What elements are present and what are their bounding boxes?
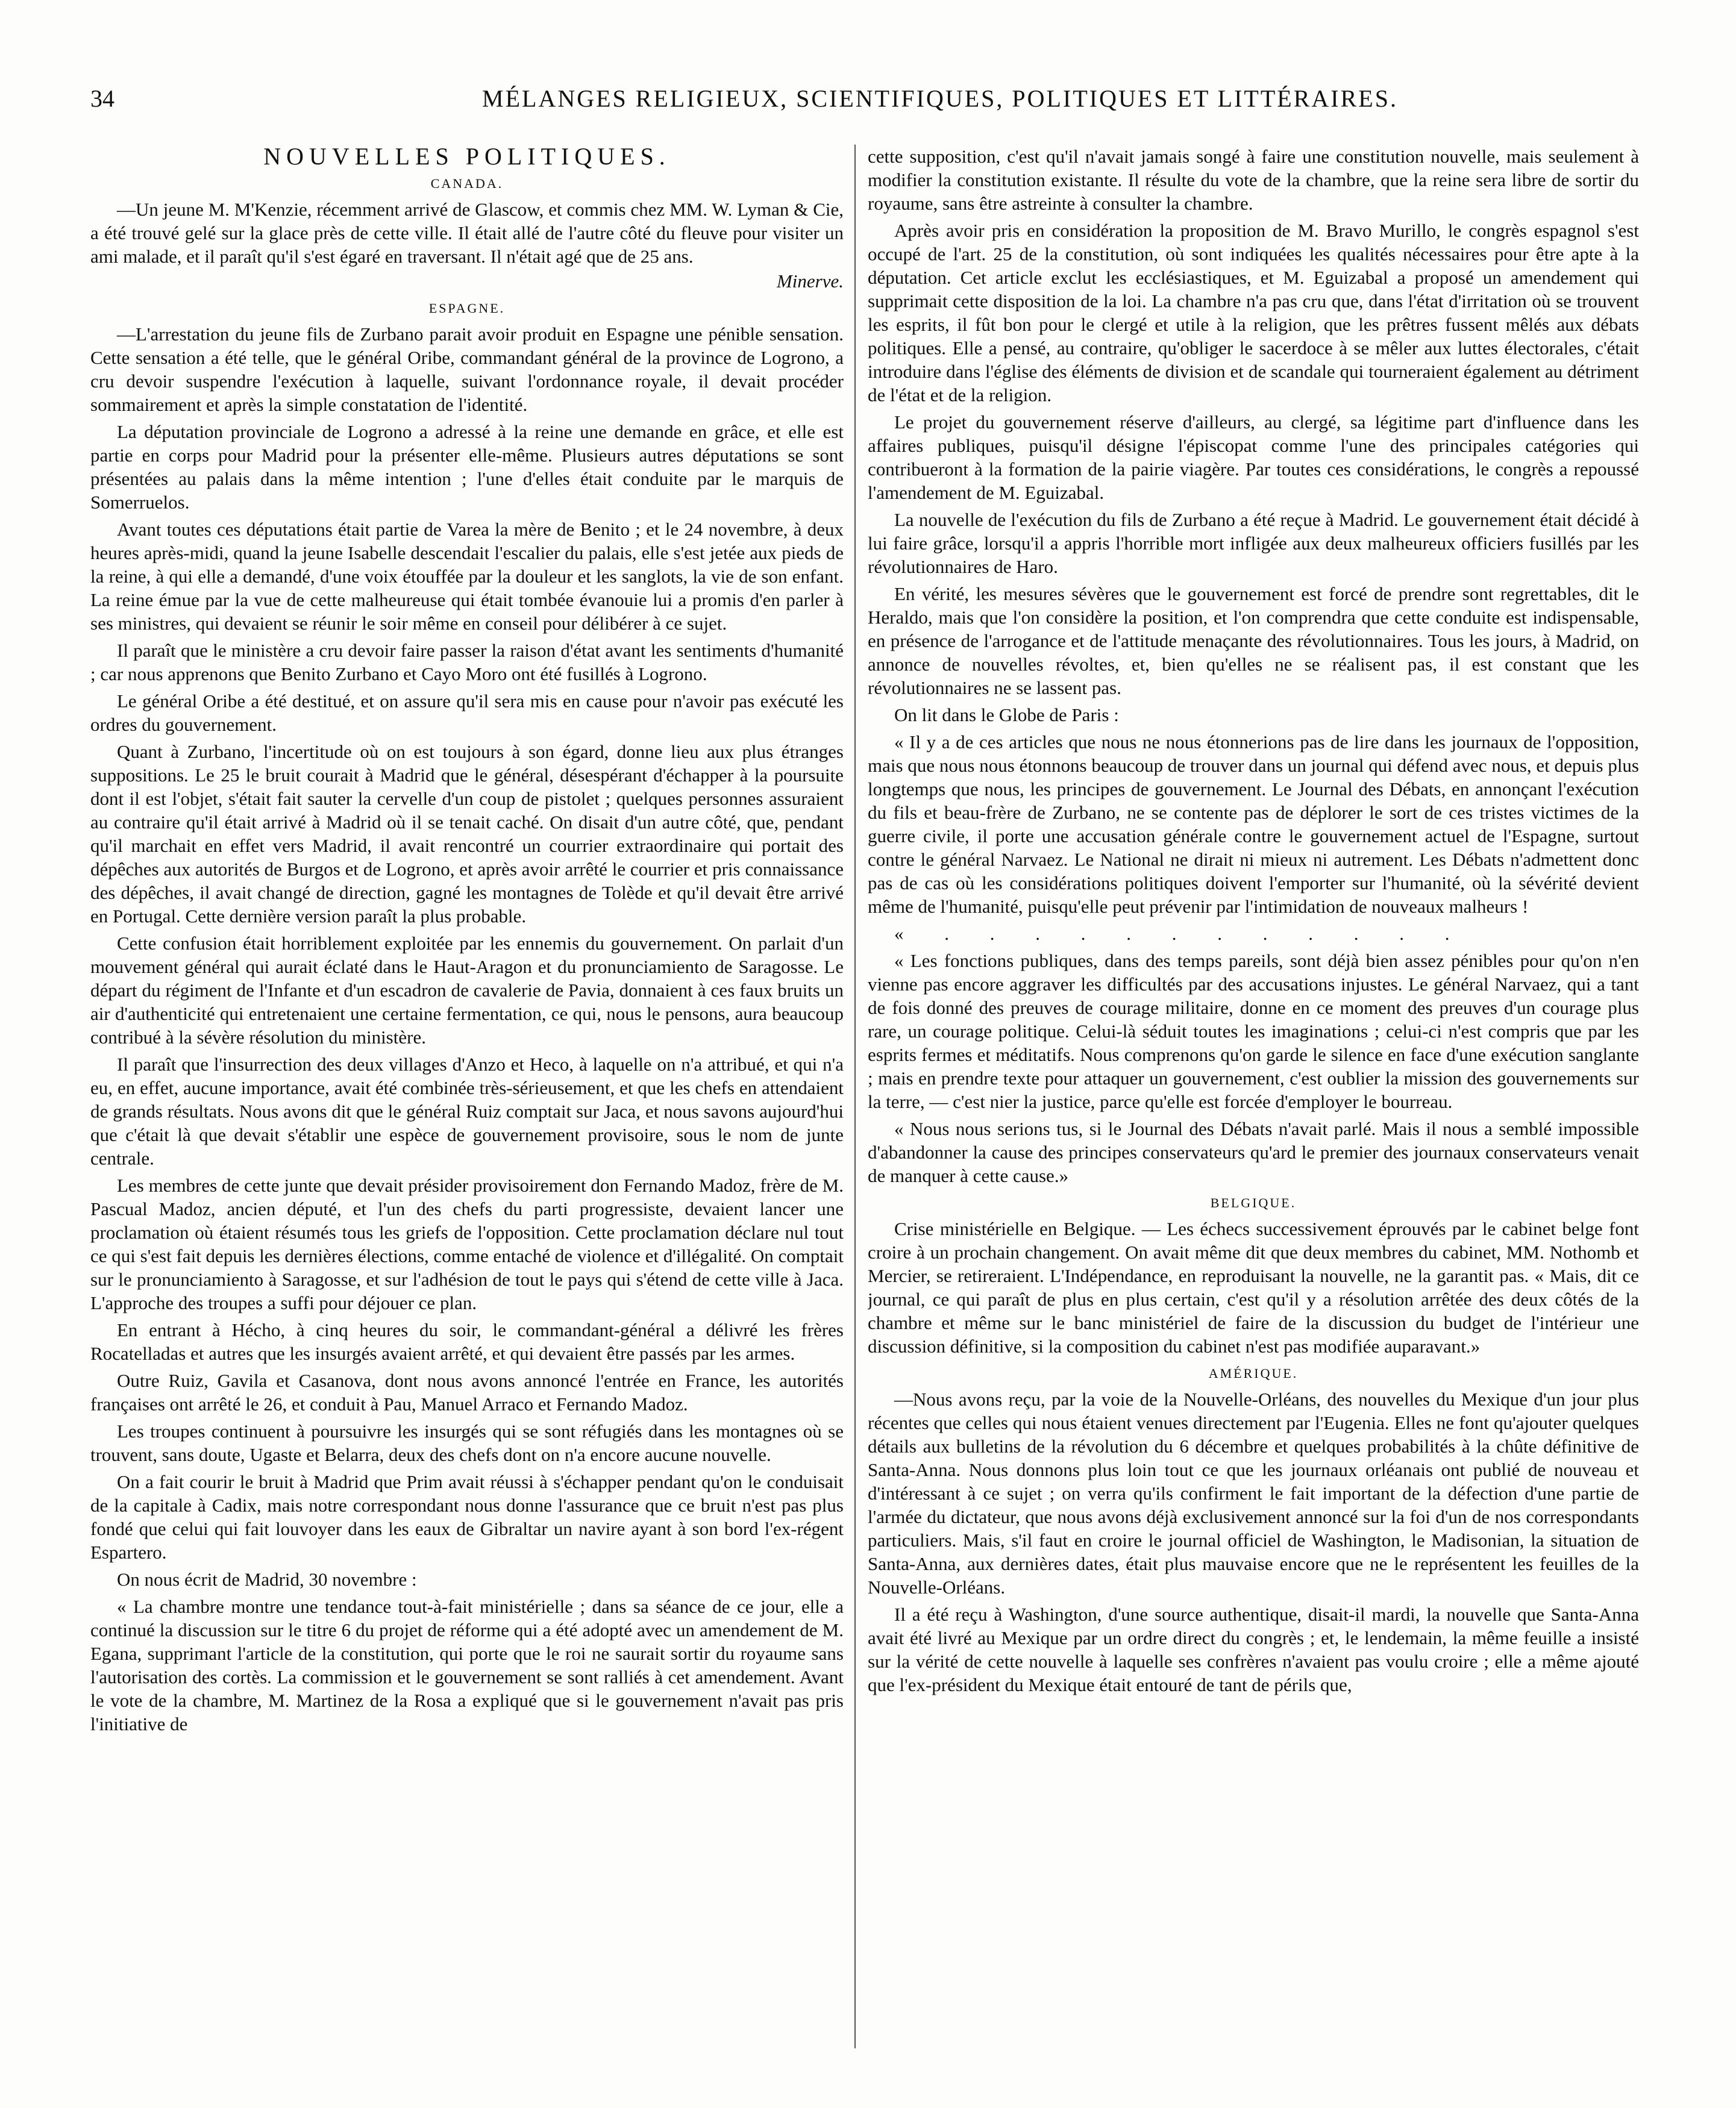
espagne-paragraph: Les troupes continuent à poursuivre les insurgés qui se sont réfugiés dans les montagnes où se trouvent, sans doute, Ugaste et Belarra, deux des chefs dont on n'a encore aucune nouvelle. bbox=[90, 1421, 844, 1465]
espagne-paragraph: La députation provinciale de Logrono a adressé à la reine une demande en grâce, et elle est partie en corps pour Madrid pour la présenter elle-même. Plusieurs autres députations se sont présentées au palais dans la même intention ; l'une d'elles était conduite par le marquis de Somerruelos. bbox=[90, 421, 844, 513]
espagne-paragraph: Avant toutes ces députations était partie de Varea la mère de Benito ; et le 24 novembre, à deux heures après-midi, quand la jeune Isabelle descendait l'escalier du palais, elle s'est jetée aux pieds de la reine, à qui elle a demandé, d'une voix étouffée par la douleur et les sanglots, la vie de son enfant. La reine émue par la vue de cette malheureuse qui était tombée évanouie lui a promis d'en parler à ses ministres, qui devaient se réunir le soir même en conseil pour délibérer à ce sujet. bbox=[90, 519, 844, 634]
espagne-paragraph: Cette confusion était horriblement exploitée par les ennemis du gouvernement. On parlait d'un mouvement général qui aurait éclaté dans le Haut-Aragon et du pronunciamiento de Saragosse. Le départ du régiment de l'Infante et d'un escadron de cavalerie de Pavia, donnaient à ces faux bruits un air d'authenticité qui entretenaient une certaine fermentation, ce qui, nous le pensons, aura beaucoup contribué à la sévère résolution du ministère. bbox=[90, 933, 844, 1048]
column-divider bbox=[854, 145, 856, 2048]
quoted-paragraph: « Il y a de ces articles que nous ne nous étonnerions pas de lire dans les journaux de l'opposition, mais que nous nous étonnons beaucoup de trouver dans un journal qui défend avec nous, et depuis plus longtemps que nous, les principes de gouvernement. Le Journal des Débats, en annonçant l'exécution du fils et beau-frère de Zurbano, ne se contente pas de déplorer le sort de ces tristes victimes de la guerre civile, il porte une accusation générale contre le gouvernement actuel de l'Espagne, surtout contre le général Narvaez. Le National ne dirait ni mieux ni autrement. Les Débats n'admettent donc pas de cas où les considérations politiques doivent l'emporter sur l'humanité, où la sévérité devient même de l'humanité, puisqu'elle peut prévenir par l'intimidation de nouveaux malheurs ! bbox=[868, 731, 1639, 917]
amerique-paragraph: Il a été reçu à Washington, d'une source authentique, disait-il mardi, la nouvelle que Santa-Anna avait été livré au Mexique par un ordre direct du congrès ; et, le lendemain, la même feuille a insisté sur la vérité de cette nouvelle à laquelle ses confrères n'avaient pas voulu croire ; elle a même ajouté que l'ex-président du Mexique était entouré de tant de périls que, bbox=[868, 1604, 1639, 1695]
espagne-paragraph: Il paraît que l'insurrection des deux villages d'Anzo et Heco, à laquelle on n'a attribué, et qui n'a eu, en effet, aucune importance, avait été combinée très-sérieusement, et que les chefs en attendaient de grands résultats. Nous avons dit que le général Ruiz comptait sur Jaca, et nous savons aujourd'hui que c'était là que devait s'établir une espèce de gouvernement provisoire, sous le nom de junte centrale. bbox=[90, 1054, 844, 1169]
page-number: 34 bbox=[90, 85, 114, 112]
espagne-paragraph: « La chambre montre une tendance tout-à-fait ministérielle ; dans sa séance de ce jour, elle a continué la discussion sur le titre 6 du projet de réforme qui a été adopté avec un amendement de M. Egana, supprimant l'article de la constitution, qui porte que le roi ne saurait sortir du royaume sans l'autorisation des cortès. La commission et le gouvernement se sont ralliés à cet amendement. Avant le vote de la chambre, M. Martinez de la Rosa a expliqué que si le gouvernement n'avait pas pris l'initiative de bbox=[90, 1596, 844, 1734]
right-column bbox=[868, 145, 1639, 2042]
left-column bbox=[90, 145, 844, 2042]
amerique-paragraph: —Nous avons reçu, par la voie de la Nouvelle-Orléans, des nouvelles du Mexique d'un jour plus récentes que celles qui nous étaient venues directement par l'Eugenia. Elles ne font qu'ajouter quelques détails aux bulletins de la révolution du 6 décembre et quelques probabilités à la chûte définitive de Santa-Anna. Nous donnons plus loin tout ce que les journaux orléanais ont publié de nouveau et d'intéressant à ce sujet ; on verra qu'ils confirment le fait important de la défection d'une partie de l'armée du dictateur, que nous avons déjà exclusivement annoncé sur la foi d'un de nos correspondants particuliers. Mais, s'il faut en croire le journal officiel de Washington, le Madisonian, la situation de Santa-Anna, aux dernières dates, était plus mauvaise encore que ne le représentent les feuilles de la Nouvelle-Orléans. bbox=[868, 1389, 1639, 1598]
section-title: NOUVELLES POLITIQUES. bbox=[263, 145, 671, 170]
paragraph: En vérité, les mesures sévères que le gouvernement est forcé de prendre sont regrettables, dit le Heraldo, mais que l'on considère la position, et l'on comprendra que cette conduite est indispensable, en présence de l'arrogance et de l'attitude menaçante des révolutionnaires. Tous les jours, à Madrid, on annonce de nouvelles révoltes, et, bien qu'elles ne se réalisent pas, il est constant que les révolutionnaires ne se lassent pas. bbox=[868, 583, 1639, 698]
espagne-paragraph: En entrant à Hécho, à cinq heures du soir, le commandant-général a délivré les frères Rocatelladas et autres que les insurgés avaient arrêté, et qui devaient être passés par les armes. bbox=[90, 1319, 844, 1364]
quoted-paragraph: « Les fonctions publiques, dans des temps pareils, sont déjà bien assez pénibles pour qu'on n'en vienne pas encore aggraver les difficultés par des accusations injustes. Le général Narvaez, qui a tant de fois donné des preuves de courage militaire, donne en ce moment des preuves d'un courage plus rare, un courage politique. Celui-là séduit toutes les imaginations ; celui-ci n'est compris que par les esprits fermes et méditatifs. Nous comprenons qu'on garde le silence en face d'une exécution sanglante ; mais en prendre texte pour attaquer un gouvernement, c'est oublier la mission des gouvernements sur la terre, — c'est nier la justice, parce qu'elle est forcée d'employer le bourreau. bbox=[868, 950, 1639, 1112]
heading-espagne: ESPAGNE. bbox=[428, 301, 506, 316]
espagne-paragraph: —L'arrestation du jeune fils de Zurbano parait avoir produit en Espagne une pénible sensation. Cette sensation a été telle, que le général Oribe, commandant général de la province de Logrono, a cru devoir suspendre l'exécution à laquelle, suivant l'ordonnance royale, il devait procéder sommairement et après la simple constatation de l'identité. bbox=[90, 324, 844, 415]
running-head: MÉLANGES RELIGIEUX, SCIENTIFIQUES, POLITIQUES ET LITTÉRAIRES. bbox=[482, 85, 1398, 112]
continued-paragraph: cette supposition, c'est qu'il n'avait jamais songé à faire une constitution nouvelle, mais seulement à modifier la constitution existante. Il résulte du vote de la chambre, que la reine sera libre de sortir du royaume, sans être astreinte à consulter la chambre. bbox=[868, 146, 1639, 214]
canada-paragraph: —Un jeune M. M'Kenzie, récemment arrivé de Glascow, et commis chez MM. W. Lyman & Cie, a été trouvé gelé sur la glace près de cette ville. Il était allé de l'autre côté du fleuve pour visiter un ami malade, et il paraît qu'il s'est égaré en traversant. Il n'était agé que de 25 ans. bbox=[90, 199, 844, 267]
espagne-paragraph: Il paraît que le ministère a cru devoir faire passer la raison d'état avant les sentiments d'humanité ; car nous apprenons que Benito Zurbano et Cayo Moro ont été fusillés à Logrono. bbox=[90, 640, 844, 684]
paragraph: Le projet du gouvernement réserve d'ailleurs, au clergé, sa légitime part d'influence dans les affaires publiques, puisqu'il désigne l'épiscopat comme l'une des principales catégories qui contribueront à la formation de la pairie viagère. Par toutes ces considérations, le congrès a repoussé l'amendement de M. Eguizabal. bbox=[868, 411, 1639, 503]
paragraph: La nouvelle de l'exécution du fils de Zurbano a été reçue à Madrid. Le gouvernement était décidé à lui faire grâce, lorsqu'il a appris l'horrible mort infligée aux deux malheureux officiers fusillés par les révolutionnaires de Haro. bbox=[868, 509, 1639, 577]
espagne-paragraph: Les membres de cette junte que devait présider provisoirement don Fernando Madoz, frère de M. Pascual Madoz, ancien député, et l'un des chefs du parti progressiste, devaient lancer une proclamation où étaient résumés tous les griefs de l'opposition. Cette proclamation déclare nul tout ce qui s'est fait depuis les dernières élections, comme entaché de violence et d'illégalité. On comptait sur le pronunciamiento à Saragosse, et sur l'adhésion de tout le pays qui s'étend de cette ville à Jaca. L'approche des troupes a suffi pour déjouer ce plan. bbox=[90, 1175, 844, 1313]
ellipsis-line: « . . . . . . . . . . . . bbox=[894, 923, 1468, 944]
belgique-paragraph: Crise ministérielle en Belgique. — Les échecs successivement éprouvés par le cabinet belge font croire à un prochain changement. On avait même dit que deux membres du cabinet, MM. Nothomb et Mercier, se retireraient. L'Indépendance, en reproduisant la nouvelle, ne la garantit pas. « Mais, dit ce journal, ce qui paraît de plus en plus certain, c'est qu'il y a résolution arrêtée des deux côtés de la chambre et même sur le banc ministériel de faire de la discussion du budget de l'intérieur une discussion définitive, si la composition du cabinet n'est pas modifiée auparavant.» bbox=[868, 1218, 1639, 1357]
espagne-paragraph: Le général Oribe a été destitué, et on assure qu'il sera mis en cause pour n'avoir pas exécuté les ordres du gouvernement. bbox=[90, 690, 844, 735]
espagne-paragraph: Outre Ruiz, Gavila et Casanova, dont nous avons annoncé l'entrée en France, les autorités françaises ont arrêté le 26, et conduit à Pau, Manuel Arraco et Fernando Madoz. bbox=[90, 1370, 844, 1415]
heading-canada: CANADA. bbox=[430, 176, 504, 191]
heading-belgique: BELGIQUE. bbox=[1210, 1195, 1297, 1210]
espagne-paragraph: On a fait courir le bruit à Madrid que Prim avait réussi à s'échapper pendant qu'on le conduisait de la capitale à Cadix, mais notre correspondant nous donne l'assurance que ce bruit n'est pas plus fondé que celui qui fait louvoyer dans les eaux de Gibraltar un navire ayant à son bord l'ex-régent Espartero. bbox=[90, 1471, 844, 1563]
quoted-paragraph: « Nous nous serions tus, si le Journal des Débats n'avait parlé. Mais il nous a semblé impossible d'abandonner la cause des principes conservateurs qu'ard le premier des journaux conservateurs venait de manquer à cette cause.» bbox=[868, 1118, 1639, 1186]
espagne-paragraph: Quant à Zurbano, l'incertitude où on est toujours à son égard, donne lieu aux plus étranges suppositions. Le 25 le bruit courait à Madrid que le général, désespérant d'échapper à la poursuite dont il est l'objet, s'était fait sauter la cervelle d'un coup de pistolet ; quelques personnes assuraient au contraire qu'il était arrivé à Madrid où il se tenait caché. On disait d'un autre côté, que, pendant qu'il marchait en effet vers Madrid, il avait rencontré un courrier extraordinaire qui portait des dépêches aux autorités de Burgos et de Logrono, et après avoir arrêté le courrier et pris connaissance des dépêches, il avait changé de direction, gagné les montagnes de Tolède et qu'il devait être arrivé en Portugal. Cette dernière version paraît la plus probable. bbox=[90, 741, 844, 927]
paragraph: On lit dans le Globe de Paris : bbox=[894, 704, 1119, 725]
paragraph: Après avoir pris en considération la proposition de M. Bravo Murillo, le congrès espagnol s'est occupé de l'art. 25 de la constitution, où sont indiquées les qualités nécessaires pour être apte à la députation. Cet article exclut les ecclésiastiques, et M. Eguizabal a proposé un amendement qui supprimait cette disposition de la loi. La chambre n'a pas cru que, dans l'état d'irritation où se trouvent les esprits, il fût bon pour le clergé et utile à la religion, que les prêtres fussent mêlés aux débats politiques. Elle a pensé, au contraire, qu'obliger le sacerdoce à se mêler aux luttes électorales, c'était introduire dans l'église des éléments de division et de scandale qui tourneraient également au détriment de l'état et de la religion. bbox=[868, 220, 1639, 405]
heading-amerique: AMÉRIQUE. bbox=[1208, 1366, 1299, 1381]
espagne-paragraph: On nous écrit de Madrid, 30 novembre : bbox=[117, 1569, 417, 1590]
canada-attribution: Minerve. bbox=[776, 271, 844, 292]
